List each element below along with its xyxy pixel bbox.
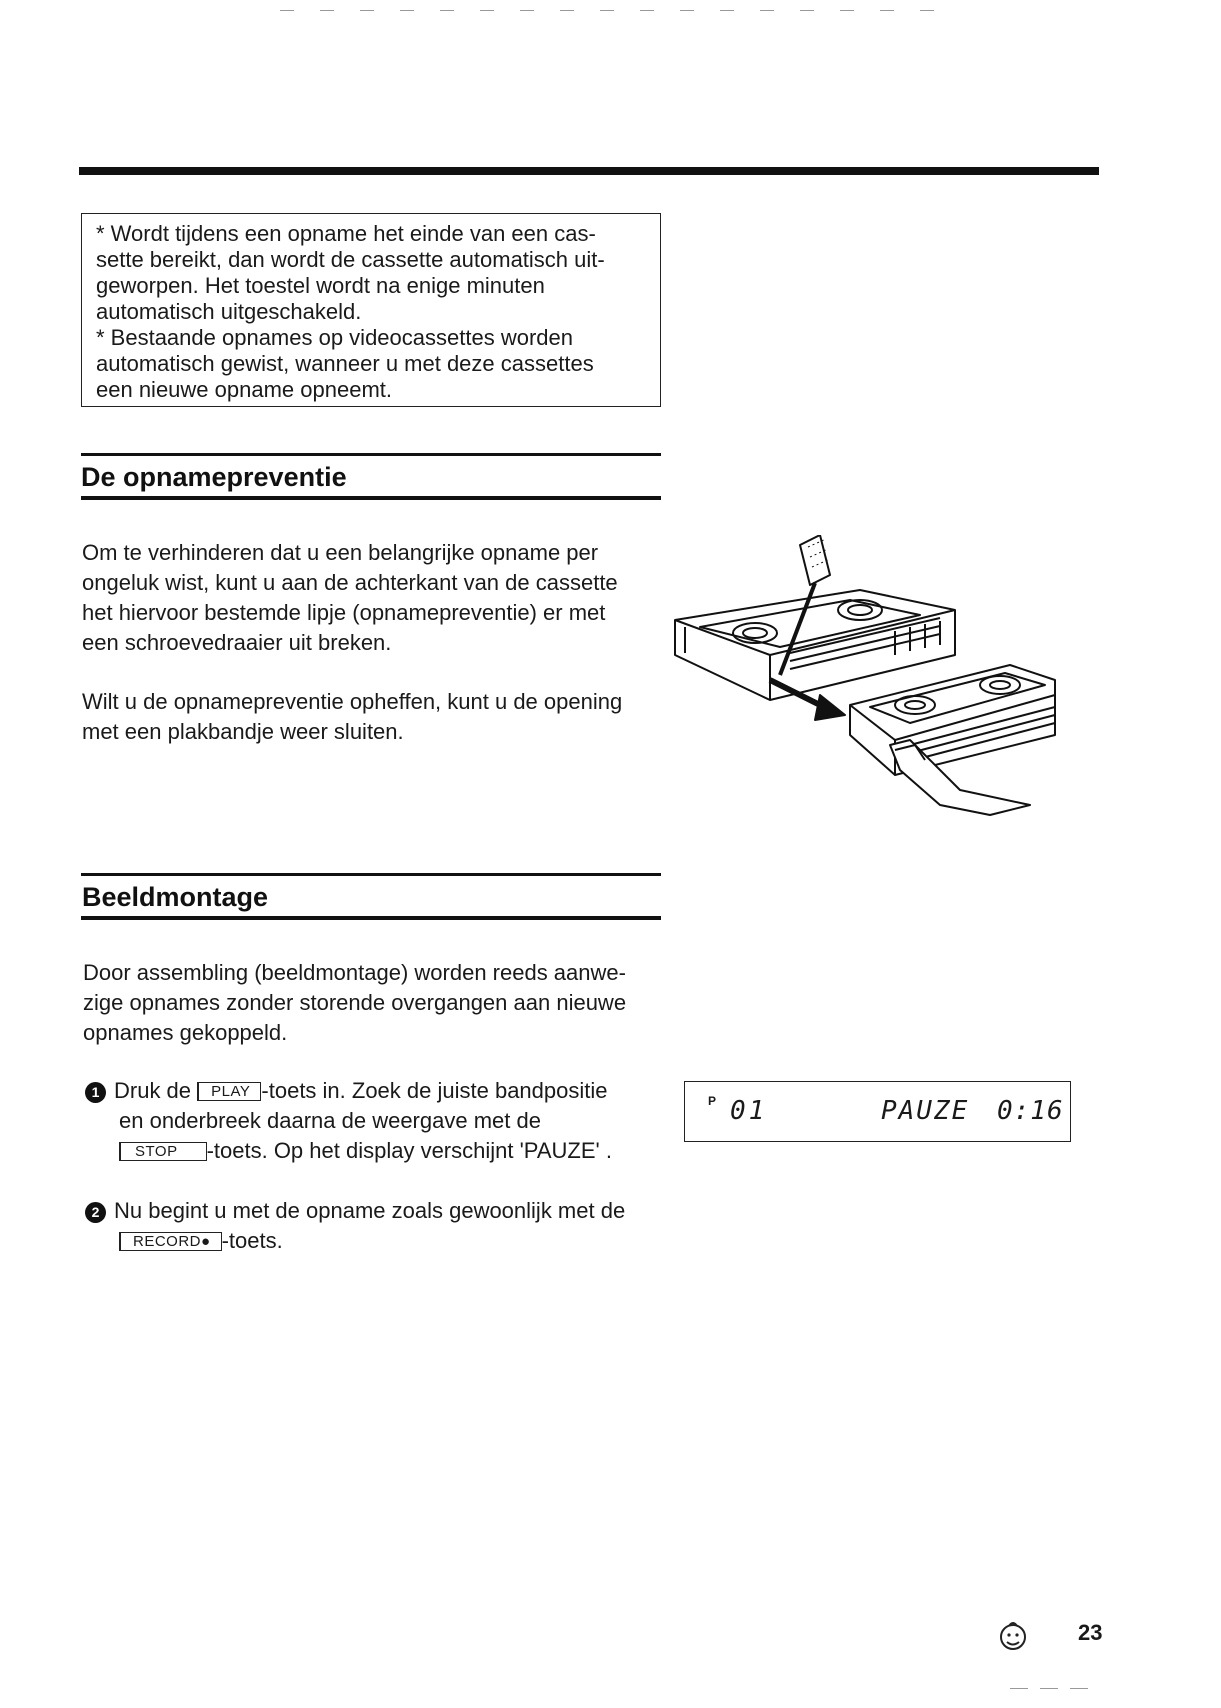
note-line: * Bestaande opnames op videocassettes worden bbox=[96, 325, 573, 350]
section-rule bbox=[81, 916, 661, 920]
scan-artifact bbox=[1010, 1688, 1100, 1689]
note-box bbox=[81, 213, 661, 407]
text-line: Wilt u de opnamepreventie opheffen, kunt u de opening bbox=[82, 689, 623, 714]
text-line: ongeluk wist, kunt u aan de achterkant van de cassette bbox=[82, 570, 618, 595]
note-line: een nieuwe opname opneemt. bbox=[96, 377, 392, 402]
section-rule bbox=[81, 496, 661, 500]
step-text: Nu begint u met de opname zoals gewoonlijk met de bbox=[114, 1198, 626, 1223]
step-text: en onderbreek daarna de weergave met de bbox=[119, 1108, 541, 1133]
step-text: Druk de bbox=[114, 1078, 198, 1103]
cassette-illustration bbox=[670, 535, 1070, 835]
note-line: automatisch uitgeschakeld. bbox=[96, 299, 362, 324]
text-line: opnames gekoppeld. bbox=[83, 1020, 288, 1045]
note-line: * Wordt tijdens een opname het einde van een cas- bbox=[96, 221, 596, 246]
display-channel: 01 bbox=[730, 1096, 768, 1126]
step-2 bbox=[85, 1196, 705, 1256]
brand-face-icon bbox=[995, 1618, 1031, 1654]
display-program-prefix: P bbox=[708, 1094, 717, 1108]
text-line: Door assembling (beeldmontage) worden reeds aanwe- bbox=[83, 960, 626, 985]
section-title-opnamepreventie: De opnamepreventie bbox=[81, 462, 347, 492]
page-number: 23 bbox=[1078, 1620, 1103, 1645]
section-title-beeldmontage: Beeldmontage bbox=[82, 882, 269, 912]
section-rule bbox=[81, 873, 661, 876]
step-text: -toets in. Zoek de juiste bandpositie bbox=[261, 1078, 608, 1103]
top-rule bbox=[79, 167, 1099, 175]
vcr-display bbox=[684, 1081, 1071, 1142]
step-number: 1 bbox=[85, 1082, 106, 1103]
stop-key: STOP bbox=[119, 1142, 207, 1161]
note-line: sette bereikt, dan wordt de cassette automatisch uit- bbox=[96, 247, 605, 272]
paragraph bbox=[82, 538, 682, 658]
paragraph bbox=[83, 958, 683, 1048]
step-number: 2 bbox=[85, 1202, 106, 1223]
note-line: geworpen. Het toestel wordt na enige minuten bbox=[96, 273, 545, 298]
step-text: -toets. Op het display verschijnt 'PAUZE' . bbox=[206, 1138, 612, 1163]
section-rule bbox=[81, 453, 661, 456]
text-line: een schroevedraaier uit breken. bbox=[82, 630, 392, 655]
step-text: -toets. bbox=[221, 1228, 283, 1253]
text-line: het hiervoor bestemde lipje (opnamepreventie) er met bbox=[82, 600, 606, 625]
text-line: Om te verhinderen dat u een belangrijke opname per bbox=[82, 540, 599, 565]
record-key: RECORD● bbox=[119, 1232, 222, 1251]
display-status: PAUZE bbox=[881, 1096, 970, 1126]
step-1 bbox=[85, 1076, 685, 1166]
scan-artifact bbox=[280, 10, 960, 11]
paragraph bbox=[82, 687, 682, 747]
display-time: 0:16 bbox=[997, 1096, 1064, 1126]
play-key: PLAY bbox=[197, 1082, 261, 1101]
note-line: automatisch gewist, wanneer u met deze cassettes bbox=[96, 351, 594, 376]
text-line: zige opnames zonder storende overgangen aan nieuwe bbox=[83, 990, 627, 1015]
text-line: met een plakbandje weer sluiten. bbox=[82, 719, 404, 744]
